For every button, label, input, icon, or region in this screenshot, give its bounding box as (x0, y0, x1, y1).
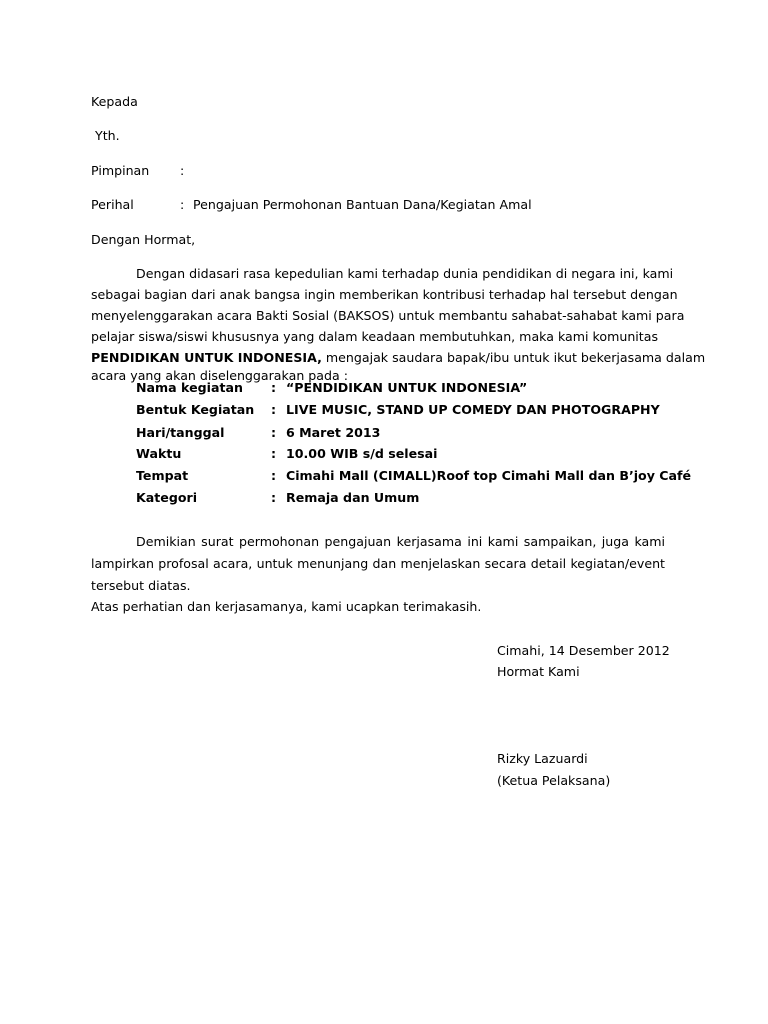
community-name: PENDIDIKAN UNTUK INDONESIA, (91, 350, 322, 365)
detail-colon: : (271, 425, 277, 440)
pimpinan-label: Pimpinan (91, 163, 150, 178)
closing-line: Demikian surat permohonan pengajuan kerjasama ini kami sampaikan, juga kami (136, 534, 665, 549)
detail-colon: : (271, 490, 277, 505)
perihal-value: Pengajuan Permohonan Bantuan Dana/Kegiatan Amal (193, 197, 532, 212)
pimpinan-colon: : (180, 163, 185, 178)
closing-line: lampirkan profosal acara, untuk menunjang dan menjelaskan secara detail kegiatan/event (91, 556, 665, 571)
detail-value: “PENDIDIKAN UNTUK INDONESIA” (286, 380, 528, 395)
detail-value: Remaja dan Umum (286, 490, 420, 505)
detail-colon: : (271, 380, 277, 395)
detail-label: Tempat (136, 468, 189, 483)
signatory-title: (Ketua Pelaksana) (497, 773, 611, 788)
closing-line-wrap (136, 536, 665, 549)
opening-line: menyelenggarakan acara Bakti Sosial (BAKSOS) untuk membantu sahabat-sahabat kami para (91, 308, 685, 323)
detail-value: Cimahi Mall (CIMALL)Roof top Cimahi Mall dan B’joy Café (286, 468, 692, 483)
regards: Hormat Kami (497, 664, 580, 679)
opening-line-rest: mengajak saudara bapak/ibu untuk ikut bekerjasama dalam (321, 350, 706, 365)
detail-colon: : (271, 402, 277, 417)
thanks-line: Atas perhatian dan kerjasamanya, kami ucapkan terimakasih. (91, 599, 482, 614)
detail-value: 6 Maret 2013 (286, 425, 381, 440)
closing-line: tersebut diatas. (91, 578, 191, 593)
detail-colon: : (271, 446, 277, 461)
closing-line-wrap (91, 558, 665, 571)
detail-colon: : (271, 468, 277, 483)
signatory-name: Rizky Lazuardi (497, 751, 588, 766)
opening-line: acara yang akan diselenggarakan pada : (91, 368, 348, 383)
opening-line: sebagai bagian dari anak bangsa ingin memberikan kontribusi terhadap hal tersebut dengan (91, 287, 678, 302)
perihal-colon: : (180, 197, 185, 212)
recipient-yth: Yth. (95, 128, 120, 143)
detail-label: Bentuk Kegiatan (136, 402, 255, 417)
opening-line (91, 352, 705, 365)
greeting: Dengan Hormat, (91, 232, 196, 247)
recipient-to-label: Kepada (91, 94, 138, 109)
opening-line: pelajar siswa/siswi khususnya yang dalam keadaan membutuhkan, maka kami komunitas (91, 329, 659, 344)
detail-label: Nama kegiatan (136, 380, 243, 395)
detail-label: Hari/tanggal (136, 425, 225, 440)
opening-line: Dengan didasari rasa kepedulian kami terhadap dunia pendidikan di negara ini, kami (136, 266, 674, 281)
detail-label: Waktu (136, 446, 182, 461)
place-date: Cimahi, 14 Desember 2012 (497, 643, 670, 658)
perihal-label: Perihal (91, 197, 134, 212)
detail-value: 10.00 WIB s/d selesai (286, 446, 438, 461)
detail-label: Kategori (136, 490, 198, 505)
detail-value: LIVE MUSIC, STAND UP COMEDY DAN PHOTOGRAPHY (286, 402, 660, 417)
